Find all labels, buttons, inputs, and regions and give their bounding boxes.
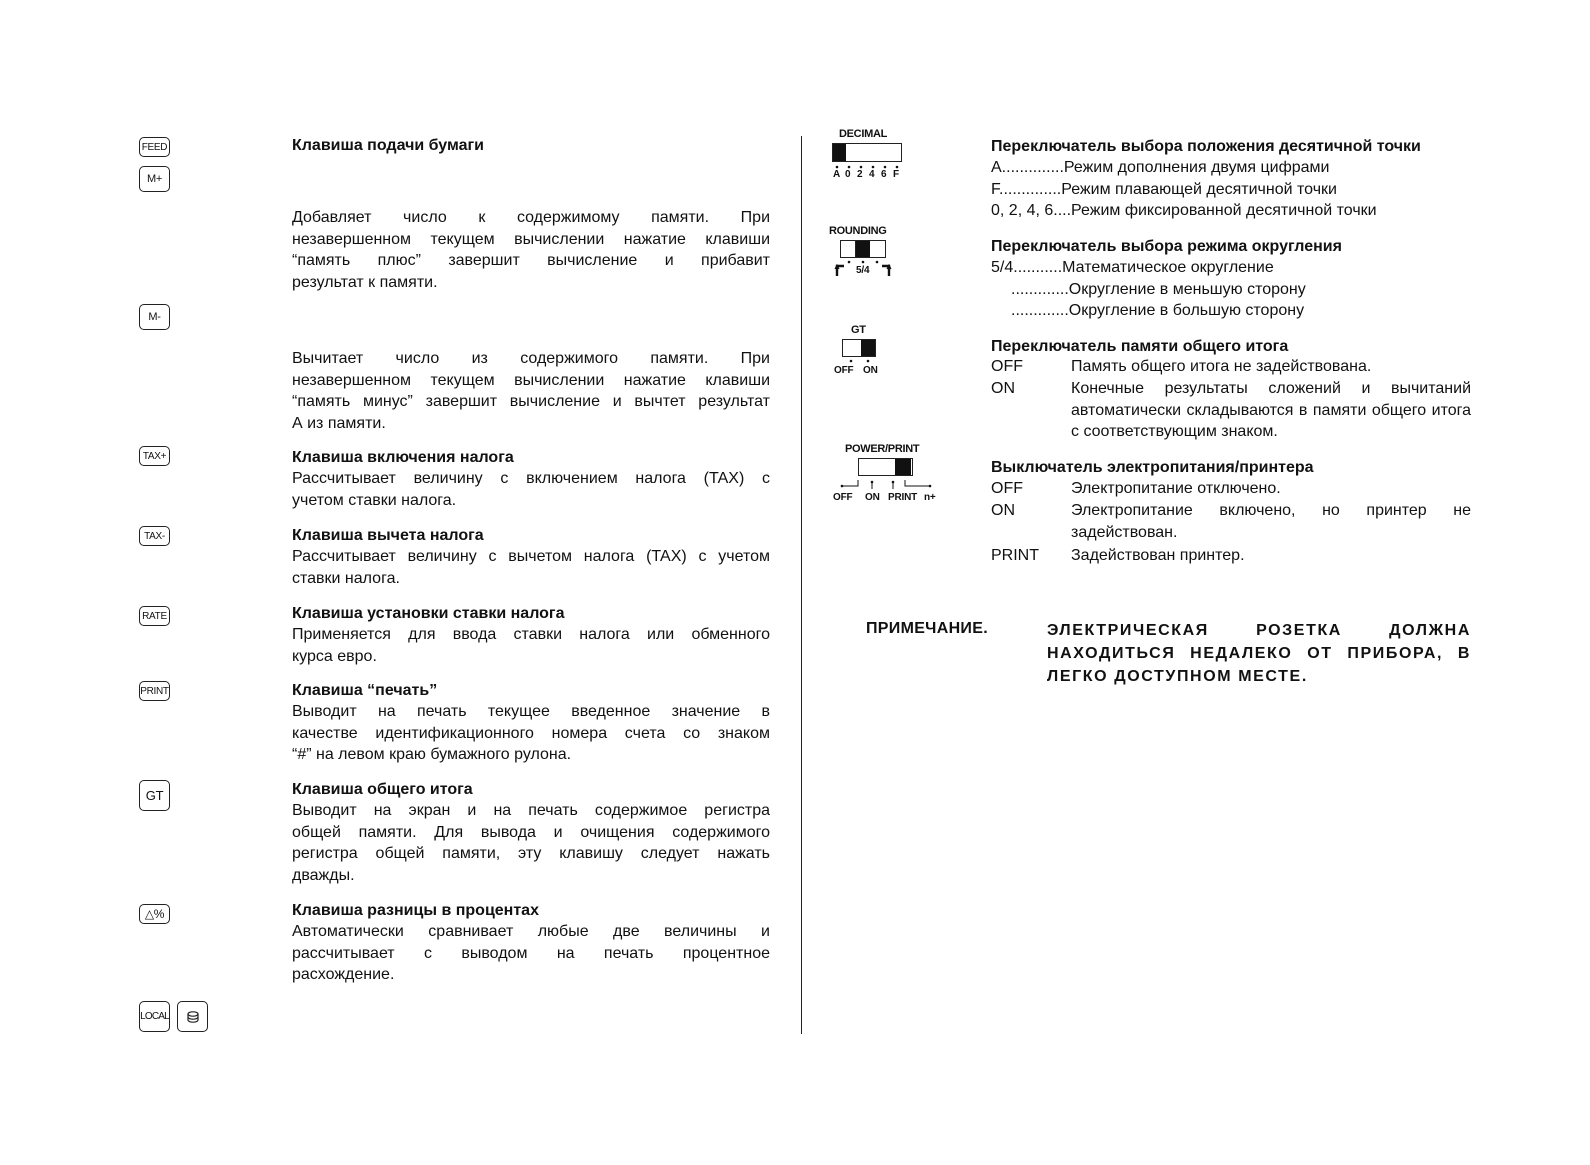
decimal-tick-2: 2	[857, 169, 863, 180]
decimal-tick-a: A	[833, 169, 841, 180]
gt-switch-icon	[842, 339, 876, 357]
gt-on-label: ON	[991, 380, 1015, 397]
tax-plus-key-icon: TAX+	[139, 446, 170, 466]
delta-percent-title: Клавиша разницы в процентах	[292, 902, 539, 919]
decimal-switch-dots	[832, 164, 902, 170]
gt-tick-off: OFF	[834, 365, 854, 376]
decimal-line-a: A..............Режим дополнения двумя цифрами	[991, 159, 1330, 176]
power-off-text: Электропитание отключено.	[1071, 480, 1281, 497]
grand-total-key-icon: GT	[139, 780, 170, 811]
feed-key-icon: FEED	[139, 137, 170, 157]
tax-plus-description: Рассчитывает величину с включением налога (TAX) с учетом ставки налога.	[292, 470, 770, 509]
decimal-tick-4: 4	[869, 169, 875, 180]
grand-total-description: Выводит на экран и на печать содержимое регистра общей памяти. Для вывода и очищения содержимого регистра общей памяти, эту клавишу следует нажать дважды.	[292, 802, 770, 884]
power-on-text: Электропитание включено, но принтер не задействован.	[1071, 502, 1471, 541]
grand-total-title: Клавиша общего итога	[292, 781, 473, 798]
memory-plus-description: Добавляет число к содержимому памяти. При незавершенном текущем вычислении нажатие клавиши “память плюс” завершит вычисление и прибавит результат к памяти.	[292, 209, 770, 291]
print-title: Клавиша “печать”	[292, 682, 438, 699]
power-print-label: PRINT	[991, 547, 1039, 564]
gt-tick-on: ON	[863, 365, 878, 376]
power-tick-nplus: n+	[924, 492, 936, 503]
decimal-tick-0: 0	[845, 169, 851, 180]
memory-minus-description: Вычитает число из содержимого памяти. При незавершенном текущем вычислении нажатие клавиши “память минус” завершит вычисление и вычтет результат А из памяти.	[292, 350, 770, 432]
power-switch-icon	[858, 458, 913, 476]
delta-percent-description: Автоматически сравнивает любые две величины и рассчитывает с выводом на печать процентное расхождение.	[292, 923, 770, 983]
rounding-line-54: 5/4...........Математическое округление	[991, 259, 1274, 276]
coins-icon	[185, 1010, 201, 1024]
decimal-title: Переключатель выбора положения десятичной точки	[991, 138, 1421, 155]
note-label: ПРИМЕЧАНИЕ.	[866, 620, 988, 637]
delta-percent-key-icon: △%	[139, 904, 170, 924]
memory-minus-key-icon: M-	[139, 304, 170, 330]
power-tick-print: PRINT	[888, 492, 918, 503]
rounding-tick-54: 5/4	[856, 265, 870, 276]
gt-switch-dots	[842, 358, 876, 364]
decimal-line-fixed: 0, 2, 4, 6....Режим фиксированной десятичной точки	[991, 202, 1377, 219]
print-key-icon: PRINT	[139, 681, 170, 701]
power-switch-label: POWER/PRINT	[845, 443, 920, 455]
memory-plus-key-icon: M+	[139, 166, 170, 192]
rounding-title: Переключатель выбора режима округления	[991, 238, 1342, 255]
power-tick-off: OFF	[833, 492, 853, 503]
decimal-tick-f: F	[893, 169, 899, 180]
gt-switch-label: GT	[851, 324, 866, 336]
gt-on-text: Конечные результаты сложений и вычитаний автоматически складываются в памяти общего итога с соответствующим знаком.	[1071, 380, 1471, 440]
power-switch-ticks-icon	[836, 477, 936, 491]
tax-plus-title: Клавиша включения налога	[292, 449, 514, 466]
note-text: ЭЛЕКТРИЧЕСКАЯ РОЗЕТКА ДОЛЖНА НАХОДИТЬСЯ НЕДАЛЕКО ОТ ПРИБОРА, В ЛЕГКО ДОСТУПНОМ МЕСТЕ.	[1047, 622, 1471, 685]
gt-off-text: Память общего итога не задействована.	[1071, 358, 1372, 375]
rounding-line-up: .............Округление в большую сторону	[1011, 302, 1305, 319]
tax-minus-key-icon: TAX-	[139, 526, 170, 546]
gt-off-label: OFF	[991, 358, 1023, 375]
rounding-line-down: .............Округление в меньшую сторону	[1011, 281, 1306, 298]
gt-title: Переключатель памяти общего итога	[991, 338, 1289, 355]
feed-key-title: Клавиша подачи бумаги	[292, 137, 485, 154]
coins-key-icon	[177, 1001, 208, 1032]
decimal-switch-icon	[832, 143, 902, 162]
rounding-switch-icon	[840, 240, 886, 258]
print-description: Выводит на печать текущее введенное значение в качестве идентификационного номера счета со знаком “#” на левом краю бумажного рулона.	[292, 703, 770, 763]
rate-key-icon: RATE	[139, 606, 170, 626]
decimal-switch-label: DECIMAL	[839, 128, 888, 140]
tax-minus-title: Клавиша вычета налога	[292, 527, 484, 544]
power-off-label: OFF	[991, 480, 1023, 497]
power-title: Выключатель электропитания/принтера	[991, 459, 1314, 476]
power-on-label: ON	[991, 502, 1015, 519]
rate-title: Клавиша установки ставки налога	[292, 605, 565, 622]
decimal-tick-6: 6	[881, 169, 887, 180]
decimal-line-f: F..............Режим плавающей десятичной точки	[991, 181, 1337, 198]
column-divider	[801, 136, 802, 1034]
tax-minus-description: Рассчитывает величину с вычетом налога (TAX) с учетом ставки налога.	[292, 548, 770, 587]
power-print-text: Задействован принтер.	[1071, 547, 1245, 564]
rate-description: Применяется для ввода ставки налога или обменного курса евро.	[292, 626, 770, 665]
power-tick-on: ON	[865, 492, 880, 503]
rounding-switch-label: ROUNDING	[829, 225, 887, 237]
local-key-icon: LOCAL	[139, 1001, 170, 1032]
